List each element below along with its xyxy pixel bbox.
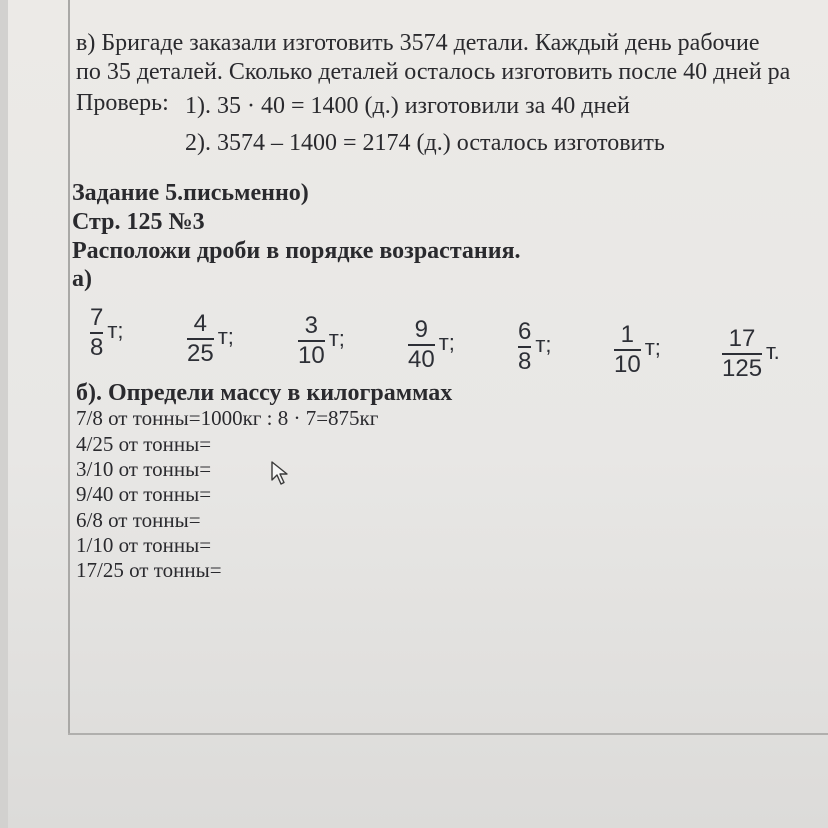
fraction-numerator: 3 xyxy=(304,312,319,339)
document-bottom-edge xyxy=(68,733,828,735)
mass-line: 1/10 от тонны= xyxy=(76,533,212,557)
mass-line: 17/25 от тонны= xyxy=(76,558,222,582)
fraction-numerator: 7 xyxy=(90,304,104,331)
mass-line: 7/8 от тонны=1000кг : 8 · 7=875кг xyxy=(76,406,379,430)
fraction-unit: т. xyxy=(766,339,780,364)
fraction-item xyxy=(722,327,780,381)
task5-page: Стр. 125 №3 xyxy=(72,209,205,235)
fraction-item xyxy=(298,314,345,368)
monitor-edge xyxy=(0,0,8,828)
fraction-denominator: 40 xyxy=(408,346,435,373)
task5-title: Задание 5.письменно) xyxy=(72,180,309,206)
mass-line: 3/10 от тонны= xyxy=(76,457,212,481)
fraction-numerator: 17 xyxy=(728,325,756,352)
fraction-denominator: 8 xyxy=(90,334,104,361)
fraction-unit: т; xyxy=(438,330,455,355)
fraction-numerator: 4 xyxy=(193,310,208,337)
fraction-denominator: 8 xyxy=(518,348,532,375)
fraction-unit: т; xyxy=(535,332,552,357)
mass-line: 4/25 от тонны= xyxy=(76,432,212,456)
check-step-1: 1). 35 · 40 = 1400 (д.) изготовили за 40 дней xyxy=(185,93,630,119)
fraction-denominator: 10 xyxy=(614,351,641,378)
fraction-denominator: 125 xyxy=(722,355,763,382)
check-step-2: 2). 3574 – 1400 = 2174 (д.) осталось изготовить xyxy=(185,130,665,156)
fraction-numerator: 1 xyxy=(620,321,635,348)
fraction-unit: т; xyxy=(217,324,234,349)
task-v-line-1: в) Бригаде заказали изготовить 3574 детали. Каждый день рабочие xyxy=(76,30,760,56)
task-v-line-2: по 35 деталей. Сколько деталей осталось изготовить после 40 дней ра xyxy=(76,59,791,85)
fraction-item xyxy=(408,318,455,372)
part-b-title: б). Определи массу в килограммах xyxy=(76,380,453,406)
fraction-item xyxy=(90,306,124,360)
task5-instruction: Расположи дроби в порядке возрастания. xyxy=(72,238,521,264)
fraction-item xyxy=(518,320,552,374)
fraction-item xyxy=(187,312,234,366)
mouse-pointer-icon xyxy=(270,460,290,491)
fraction-denominator: 10 xyxy=(298,342,325,369)
fraction-numerator: 9 xyxy=(414,316,429,343)
fraction-unit: т; xyxy=(328,326,345,351)
fraction-item xyxy=(614,323,661,377)
mass-line: 6/8 от тонны= xyxy=(76,508,201,532)
check-label: Проверь: xyxy=(76,90,169,116)
fraction-denominator: 25 xyxy=(187,340,214,367)
part-a-label: а) xyxy=(72,266,92,292)
fraction-unit: т; xyxy=(644,335,661,360)
mass-line: 9/40 от тонны= xyxy=(76,482,212,506)
fraction-numerator: 6 xyxy=(518,318,532,345)
fraction-unit: т; xyxy=(107,318,124,343)
document-left-edge xyxy=(68,0,70,735)
